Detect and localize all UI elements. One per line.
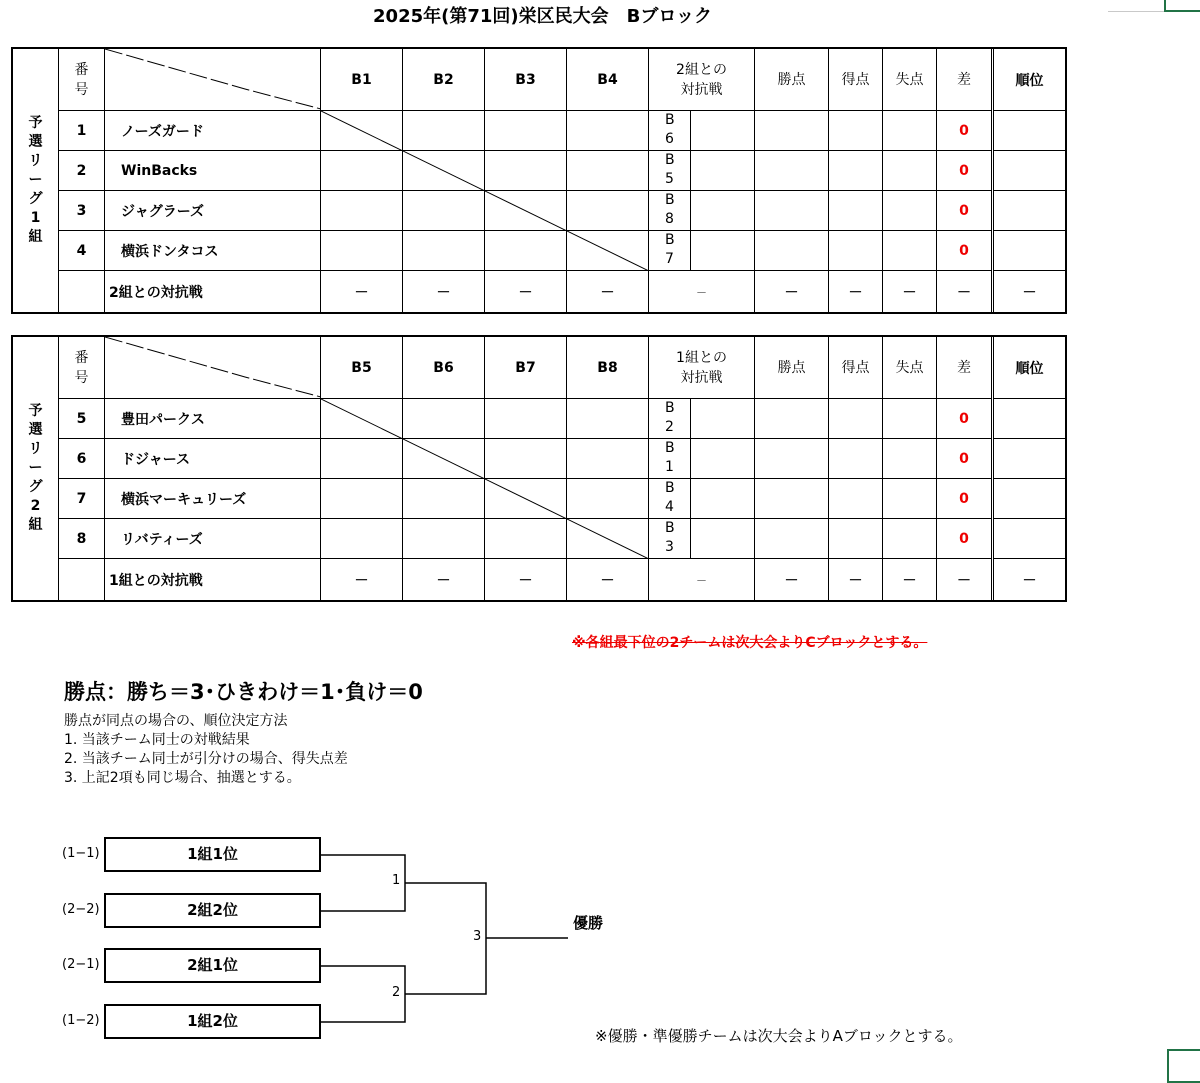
stat-header-conceded: 失点	[883, 337, 937, 399]
dash-cell: －	[993, 559, 1066, 601]
goal-difference: 0	[937, 231, 993, 271]
column-header-b1: B1	[321, 49, 403, 111]
stat-header-points: 勝点	[755, 49, 829, 111]
number-header: 番 号	[59, 337, 105, 399]
team-name: 豊田パークス	[105, 399, 321, 439]
tiebreak-item: 1. 当該チーム同士の対戦結果	[64, 732, 250, 748]
column-header-b4: B4	[567, 49, 649, 111]
vs-opponent-block: B	[665, 232, 675, 248]
team-name: ノーズガード	[105, 111, 321, 151]
team-number: 2	[59, 151, 105, 191]
dash-cell: －	[937, 271, 993, 313]
dash-cell: －	[649, 271, 755, 313]
bracket-seed: (2−2)	[62, 902, 100, 917]
stat-header-points: 勝点	[755, 337, 829, 399]
bracket-slot: 1組2位	[104, 1004, 321, 1039]
vs-opponent-number: 2	[665, 419, 674, 435]
goal-difference: 0	[937, 439, 993, 479]
promotion-note: ※優勝・準優勝チームは次大会よりAブロックとする。	[595, 1027, 963, 1045]
column-header-b6: B6	[403, 337, 485, 399]
rank-header: 順位	[993, 337, 1066, 399]
vs-row-label: 1組との対抗戦	[105, 559, 321, 601]
side-label-char: 予	[28, 403, 43, 419]
side-label-char: 2	[30, 498, 41, 514]
dash-cell: －	[403, 271, 485, 313]
team-number: 5	[59, 399, 105, 439]
goal-difference: 0	[937, 519, 993, 559]
vs-opponent-block: B	[665, 192, 675, 208]
side-label-char: 組	[28, 517, 43, 533]
vs-opponent-block: B	[665, 440, 675, 456]
team-number: 1	[59, 111, 105, 151]
dash-cell: －	[567, 559, 649, 601]
vs-opponent-block: B	[665, 112, 675, 128]
dash-cell: －	[403, 559, 485, 601]
team-name: 横浜マーキュリーズ	[105, 479, 321, 519]
dash-cell: －	[755, 559, 829, 601]
team-name: WinBacks	[105, 151, 321, 191]
side-label-char: リ	[28, 441, 43, 457]
dash-cell: －	[485, 271, 567, 313]
team-number: 7	[59, 479, 105, 519]
bracket-slot: 2組1位	[104, 948, 321, 983]
column-header-b3: B3	[485, 49, 567, 111]
team-number: 6	[59, 439, 105, 479]
vs-opponent-number: 1	[665, 459, 674, 475]
relegation-note: ※各組最下位の2チームは次大会よりCブロックとする。	[572, 635, 928, 651]
stat-header-scored: 得点	[829, 49, 883, 111]
goal-difference: 0	[937, 111, 993, 151]
points-rule: 勝点：勝ち＝3･ひきわけ＝1･負け＝0	[64, 680, 423, 704]
vs-opponent-number: 8	[665, 211, 674, 227]
bracket-slot: 1組1位	[104, 837, 321, 872]
dash-cell: －	[829, 559, 883, 601]
dash-cell: －	[321, 559, 403, 601]
tiebreak-heading: 勝点が同点の場合の、順位決定方法	[64, 713, 288, 729]
vs-opponent-block: B	[665, 400, 675, 416]
column-header-b5: B5	[321, 337, 403, 399]
team-number: 3	[59, 191, 105, 231]
vs-opponent-block: B	[665, 152, 675, 168]
dash-cell: －	[993, 271, 1066, 313]
page-title: 2025年(第71回)栄区民大会 Bブロック	[373, 6, 712, 27]
vs-other-group-header: 1組との 対抗戦	[649, 337, 755, 399]
bracket-seed: (2−1)	[62, 957, 100, 972]
number-header: 番 号	[59, 49, 105, 111]
column-header-b7: B7	[485, 337, 567, 399]
goal-difference: 0	[937, 151, 993, 191]
side-label-char: グ	[28, 479, 43, 495]
side-label-char: グ	[28, 191, 43, 207]
champion-label: 優勝	[573, 914, 604, 932]
vs-other-group-header: 2組との 対抗戦	[649, 49, 755, 111]
dash-cell: －	[829, 271, 883, 313]
column-header-b2: B2	[403, 49, 485, 111]
side-label-char: 1	[30, 210, 41, 226]
goal-difference: 0	[937, 399, 993, 439]
team-name: ドジャース	[105, 439, 321, 479]
side-label-char: 選	[28, 134, 43, 150]
rank-header: 順位	[993, 49, 1066, 111]
side-label-char: ー	[28, 172, 43, 188]
bracket-seed: (1−1)	[62, 846, 100, 861]
match-number: 3	[473, 929, 482, 944]
team-name: 横浜ドンタコス	[105, 231, 321, 271]
match-number: 2	[392, 985, 401, 1000]
dash-cell: －	[937, 559, 993, 601]
stat-header-diff: 差	[937, 49, 993, 111]
team-number: 8	[59, 519, 105, 559]
dash-cell: －	[883, 559, 937, 601]
dash-cell: －	[567, 271, 649, 313]
column-header-b8: B8	[567, 337, 649, 399]
stat-header-conceded: 失点	[883, 49, 937, 111]
vs-opponent-block: B	[665, 480, 675, 496]
side-label-char: 組	[28, 229, 43, 245]
team-name: リバティーズ	[105, 519, 321, 559]
dash-cell: －	[649, 559, 755, 601]
vs-opponent-number: 4	[665, 499, 674, 515]
team-name: ジャグラーズ	[105, 191, 321, 231]
side-label-char: ー	[28, 460, 43, 476]
dash-cell: －	[883, 271, 937, 313]
dash-cell: －	[755, 271, 829, 313]
vs-row-label: 2組との対抗戦	[105, 271, 321, 313]
vs-opponent-block: B	[665, 520, 675, 536]
vs-opponent-number: 7	[665, 251, 674, 267]
team-number: 4	[59, 231, 105, 271]
side-label-char: 選	[28, 422, 43, 438]
goal-difference: 0	[937, 191, 993, 231]
match-number: 1	[392, 873, 401, 888]
tiebreak-item: 2. 当該チーム同士が引分けの場合、得失点差	[64, 751, 348, 767]
dash-cell: －	[485, 559, 567, 601]
vs-opponent-number: 6	[665, 131, 674, 147]
vs-opponent-number: 3	[665, 539, 674, 555]
tiebreak-item: 3. 上記2項も同じ場合、抽選とする。	[64, 770, 301, 786]
side-label-char: リ	[28, 153, 43, 169]
side-label-char: 予	[28, 115, 43, 131]
goal-difference: 0	[937, 479, 993, 519]
bracket-slot: 2組2位	[104, 893, 321, 928]
bracket-seed: (1−2)	[62, 1013, 100, 1028]
stat-header-diff: 差	[937, 337, 993, 399]
stat-header-scored: 得点	[829, 337, 883, 399]
vs-opponent-number: 5	[665, 171, 674, 187]
dash-cell: －	[321, 271, 403, 313]
